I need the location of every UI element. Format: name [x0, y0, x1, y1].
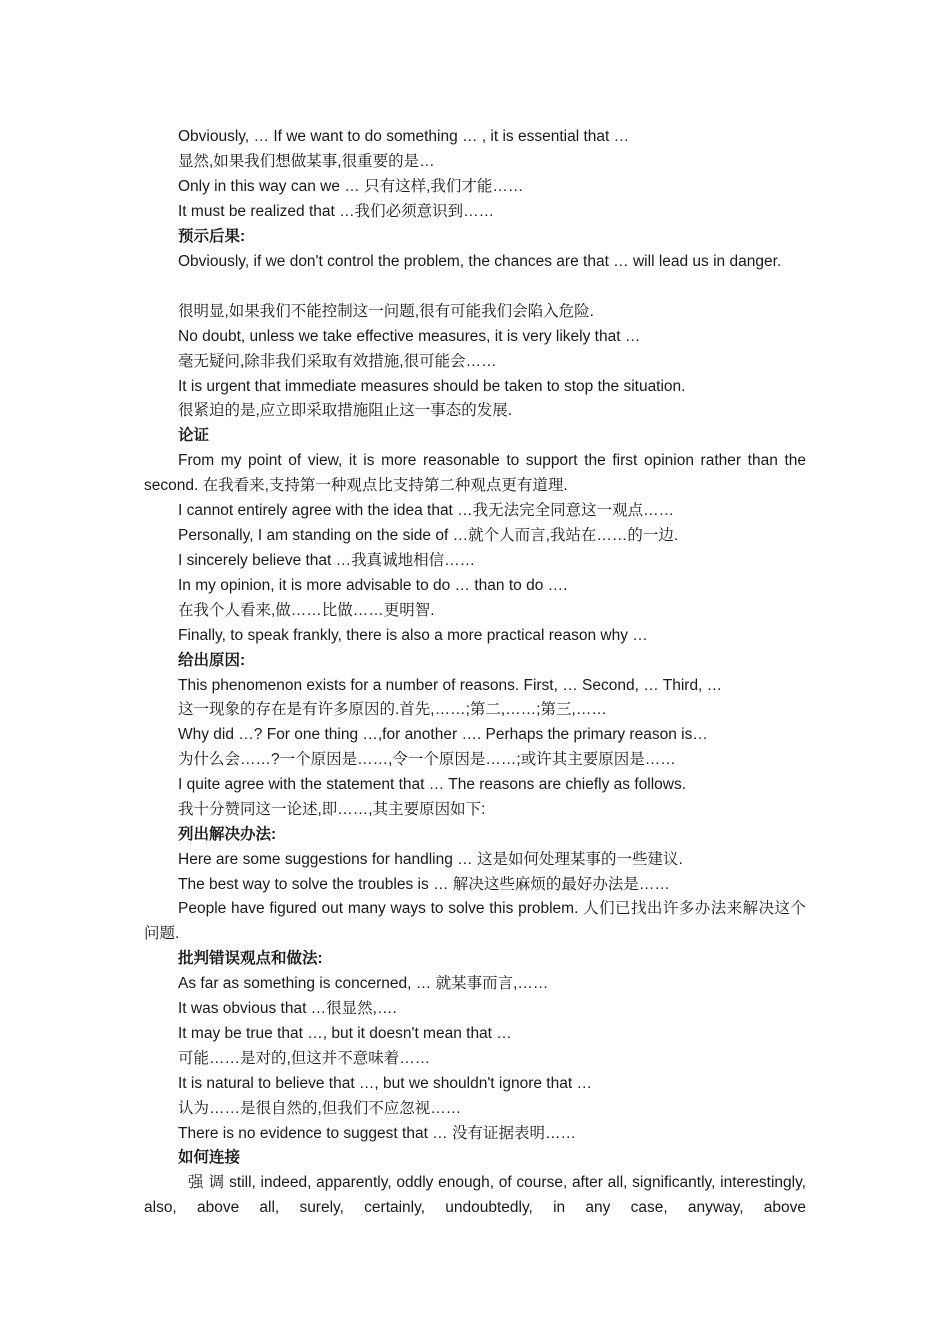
phrase-paragraph: From my point of view, it is more reasonable to support the first opinion rather than the second. 在我看来,支持第一种观点比支持第二种观点更有道理.: [144, 452, 806, 494]
translation-line: 这一现象的存在是有许多原因的.首先,……;第二,……;第三,……: [178, 701, 607, 718]
connectives-paragraph: 强 调 still, indeed, apparently, oddly enough, of course, after all, significantly, interestingly, also, above all, surely, certainly, undoubtedly, in any case, anyway, above: [144, 1174, 806, 1216]
phrase-line: It may be true that …, but it doesn't mean that …: [178, 1025, 512, 1042]
section-heading-connectives: 如何连接: [178, 1149, 241, 1166]
phrase-line: It is urgent that immediate measures should be taken to stop the situation.: [178, 378, 686, 395]
translation-line: 在我个人看来,做……比做……更明智.: [178, 602, 435, 619]
phrase-line: As far as something is concerned, … 就某事而言,……: [178, 975, 549, 992]
phrase-paragraph: Obviously, if we don't control the problem, the chances are that … will lead us in danger.: [178, 253, 782, 270]
translation-line: 显然,如果我们想做某事,很重要的是…: [178, 153, 435, 170]
phrase-line: There is no evidence to suggest that … 没有证据表明……: [178, 1125, 576, 1142]
phrase-line: Only in this way can we … 只有这样,我们才能……: [178, 178, 524, 195]
section-heading-solutions: 列出解决办法:: [178, 826, 277, 843]
phrase-line: It is natural to believe that …, but we shouldn't ignore that …: [178, 1075, 592, 1092]
translation-line: 很紧迫的是,应立即采取措施阻止这一事态的发展.: [178, 402, 513, 419]
section-heading-criticism: 批判错误观点和做法:: [178, 950, 323, 967]
phrase-paragraph: People have figured out many ways to solve this problem. 人们已找出许多办法来解决这个问题.: [144, 900, 806, 942]
translation-line: 认为……是很自然的,但我们不应忽视……: [178, 1100, 462, 1117]
phrase-line: I quite agree with the statement that … The reasons are chiefly as follows.: [178, 776, 687, 793]
phrase-line: It was obvious that …很显然,….: [178, 1000, 397, 1017]
phrase-line: Here are some suggestions for handling … 这是如何处理某事的一些建议.: [178, 851, 683, 868]
translation-line: 很明显,如果我们不能控制这一问题,很有可能我们会陷入危险.: [178, 303, 594, 320]
phrase-line: I sincerely believe that …我真诚地相信……: [178, 552, 476, 569]
phrase-line: In my opinion, it is more advisable to do … than to do ….: [178, 577, 568, 594]
section-heading-consequences: 预示后果:: [178, 228, 246, 245]
phrase-line: Personally, I am standing on the side of …就个人而言,我站在……的一边.: [178, 527, 679, 544]
phrase-line: The best way to solve the troubles is … 解决这些麻烦的最好办法是……: [178, 876, 670, 893]
translation-line: 毫无疑问,除非我们采取有效措施,很可能会……: [178, 353, 497, 370]
phrase-line: I cannot entirely agree with the idea that …我无法完全同意这一观点……: [178, 502, 675, 519]
translation-line: 可能……是对的,但这并不意味着……: [178, 1050, 431, 1067]
translation-line: 我十分赞同这一论述,即……,其主要原因如下:: [178, 801, 486, 818]
translation-line: 为什么会……?一个原因是……,令一个原因是……;或许其主要原因是……: [178, 751, 676, 768]
phrase-line: Obviously, … If we want to do something … , it is essential that …: [178, 128, 630, 145]
section-heading-reasons: 给出原因:: [178, 652, 246, 669]
section-heading-argument: 论证: [178, 427, 210, 444]
phrase-line: This phenomenon exists for a number of reasons. First, … Second, … Third, …: [178, 677, 723, 694]
phrase-line: Finally, to speak frankly, there is also a more practical reason why …: [178, 627, 648, 644]
phrase-line: It must be realized that …我们必须意识到……: [178, 203, 495, 220]
phrase-line: Why did …? For one thing …,for another …. Perhaps the primary reason is…: [178, 726, 708, 743]
phrase-line: No doubt, unless we take effective measures, it is very likely that …: [178, 328, 641, 345]
